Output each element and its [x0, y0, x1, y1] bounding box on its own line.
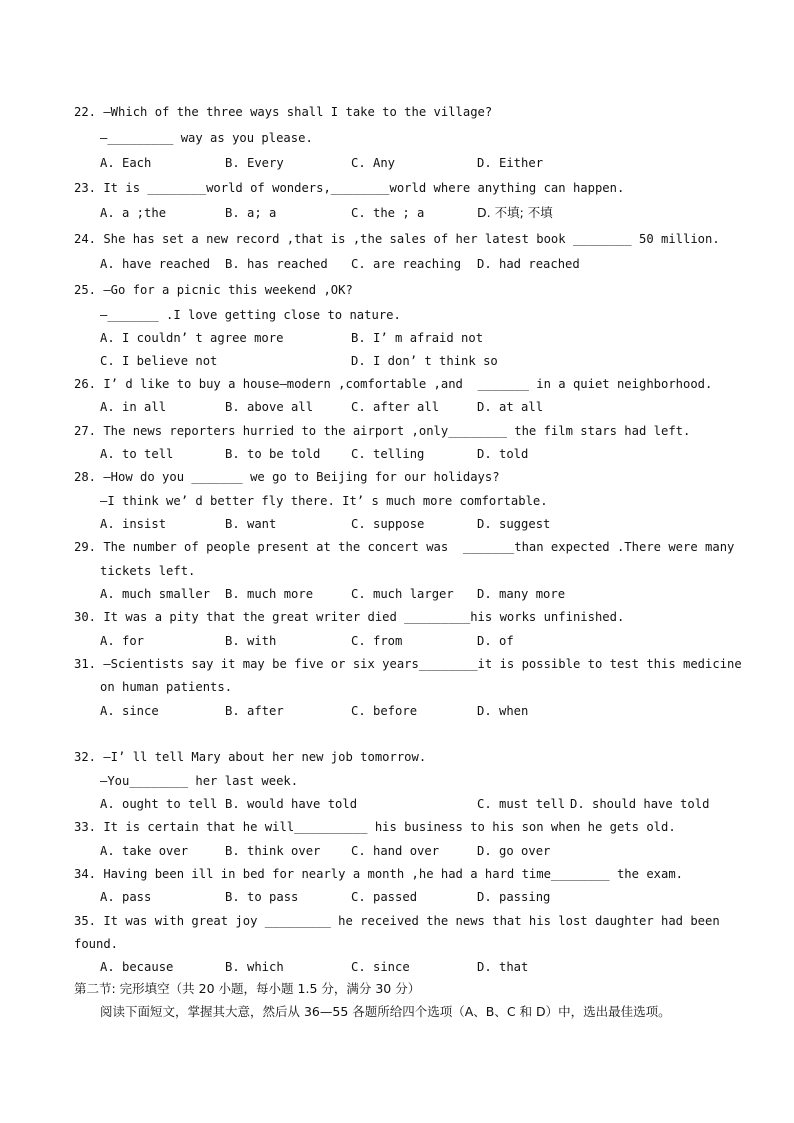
question-24-stem: 24. She has set a new record ,that is ,the sales of her latest book ________ 50 million. — [74, 232, 720, 246]
option-b: B. much more — [225, 587, 314, 601]
option-d: D. that — [477, 960, 529, 974]
option-a: A. to tell — [100, 447, 174, 461]
option-a: A. take over — [100, 844, 189, 858]
question-29-stem: 29. The number of people present at the concert was _______than expected .There were many — [74, 540, 735, 554]
option-b: B. with — [225, 634, 277, 648]
option-b: B. to be told — [225, 447, 321, 461]
option-c: C. telling — [351, 447, 425, 461]
option-a: A. much smaller — [100, 587, 211, 601]
option-d: D. passing — [477, 890, 551, 904]
option-c: C. after all — [351, 400, 440, 414]
option-b: B. a; a — [225, 206, 277, 220]
option-b: B. want — [225, 517, 277, 531]
option-c: C. suppose — [351, 517, 425, 531]
option-d: D. many more — [477, 587, 566, 601]
question-34-stem: 34. Having been ill in bed for nearly a month ,he had a hard time________ the exam. — [74, 867, 684, 881]
option-c: C. much larger — [351, 587, 454, 601]
option-b: B. think over — [225, 844, 321, 858]
option-d: D. 不填; 不填 — [477, 205, 553, 220]
question-30-stem: 30. It was a pity that the great writer died _________his works unfinished. — [74, 610, 625, 624]
question-35-stem: 35. It was with great joy _________ he received the news that his lost daughter had been — [74, 914, 720, 928]
question-33-stem: 33. It is certain that he will__________ his business to his son when he gets old. — [74, 820, 676, 834]
option-a: A. a ;the — [100, 206, 167, 220]
option-a: A. since — [100, 704, 159, 718]
option-c: C. hand over — [351, 844, 440, 858]
option-a: A. pass — [100, 890, 152, 904]
question-32-response: —You________ her last week. — [100, 774, 299, 788]
option-b: B. I’ m afraid not — [351, 331, 484, 345]
option-d: D. go over — [477, 844, 551, 858]
option-b: B. which — [225, 960, 284, 974]
option-d: D. should have told — [570, 797, 710, 811]
question-22-stem: 22. —Which of the three ways shall I take to the village? — [74, 105, 493, 119]
option-b: B. would have told — [225, 797, 358, 811]
option-d: D. had reached — [477, 257, 580, 271]
question-23-stem: 23. It is ________world of wonders,________world where anything can happen. — [74, 181, 625, 195]
option-d: D. of — [477, 634, 514, 648]
option-c: C. the ; a — [351, 206, 425, 220]
option-d: D. when — [477, 704, 529, 718]
option-c: C. must tell — [477, 797, 566, 811]
option-a: A. for — [100, 634, 145, 648]
option-b: B. after — [225, 704, 284, 718]
option-d: D. suggest — [477, 517, 551, 531]
option-c: C. Any — [351, 156, 396, 170]
question-28-response: —I think we’ d better fly there. It’ s much more comfortable. — [100, 494, 548, 508]
section-title: 第二节: 完形填空（共 20 小题，每小题 1.5 分，满分 30 分） — [74, 981, 421, 996]
option-d: D. at all — [477, 400, 544, 414]
question-25-response: —_______ .I love getting close to nature. — [100, 308, 401, 322]
option-b: B. has reached — [225, 257, 328, 271]
option-a: A. Each — [100, 156, 152, 170]
question-35-continuation: found. — [74, 937, 119, 951]
option-c: C. passed — [351, 890, 418, 904]
option-c: C. since — [351, 960, 410, 974]
option-c: C. from — [351, 634, 403, 648]
option-b: B. Every — [225, 156, 284, 170]
question-31-stem: 31. —Scientists say it may be five or six years________it is possible to test this medicine — [74, 657, 742, 671]
option-b: B. to pass — [225, 890, 299, 904]
option-c: C. before — [351, 704, 418, 718]
option-b: B. above all — [225, 400, 314, 414]
option-a: A. ought to tell — [100, 797, 218, 811]
option-d: D. told — [477, 447, 529, 461]
option-a: A. because — [100, 960, 174, 974]
question-26-stem: 26. I’ d like to buy a house—modern ,comfortable ,and _______ in a quiet neighborhood. — [74, 377, 713, 391]
option-a: A. I couldn’ t agree more — [100, 331, 284, 345]
option-c: C. are reaching — [351, 257, 462, 271]
option-a: A. insist — [100, 517, 167, 531]
option-a: A. have reached — [100, 257, 211, 271]
question-29-continuation: tickets left. — [100, 564, 196, 578]
question-25-stem: 25. —Go for a picnic this weekend ,OK? — [74, 283, 353, 297]
question-27-stem: 27. The news reporters hurried to the airport ,only________ the film stars had left. — [74, 424, 691, 438]
question-22-response: —_________ way as you please. — [100, 131, 313, 145]
question-32-stem: 32. —I’ ll tell Mary about her new job tomorrow. — [74, 750, 427, 764]
section-instruction: 阅读下面短文，掌握其大意，然后从 36—55 各题所给四个选项（A、B、C 和 D）中，选出最佳选项。 — [100, 1004, 671, 1019]
question-31-continuation: on human patients. — [100, 680, 233, 694]
question-28-stem: 28. —How do you _______ we go to Beijing for our holidays? — [74, 470, 500, 484]
option-d: D. Either — [477, 156, 544, 170]
option-d: D. I don’ t think so — [351, 354, 498, 368]
option-a: A. in all — [100, 400, 167, 414]
option-c: C. I believe not — [100, 354, 218, 368]
